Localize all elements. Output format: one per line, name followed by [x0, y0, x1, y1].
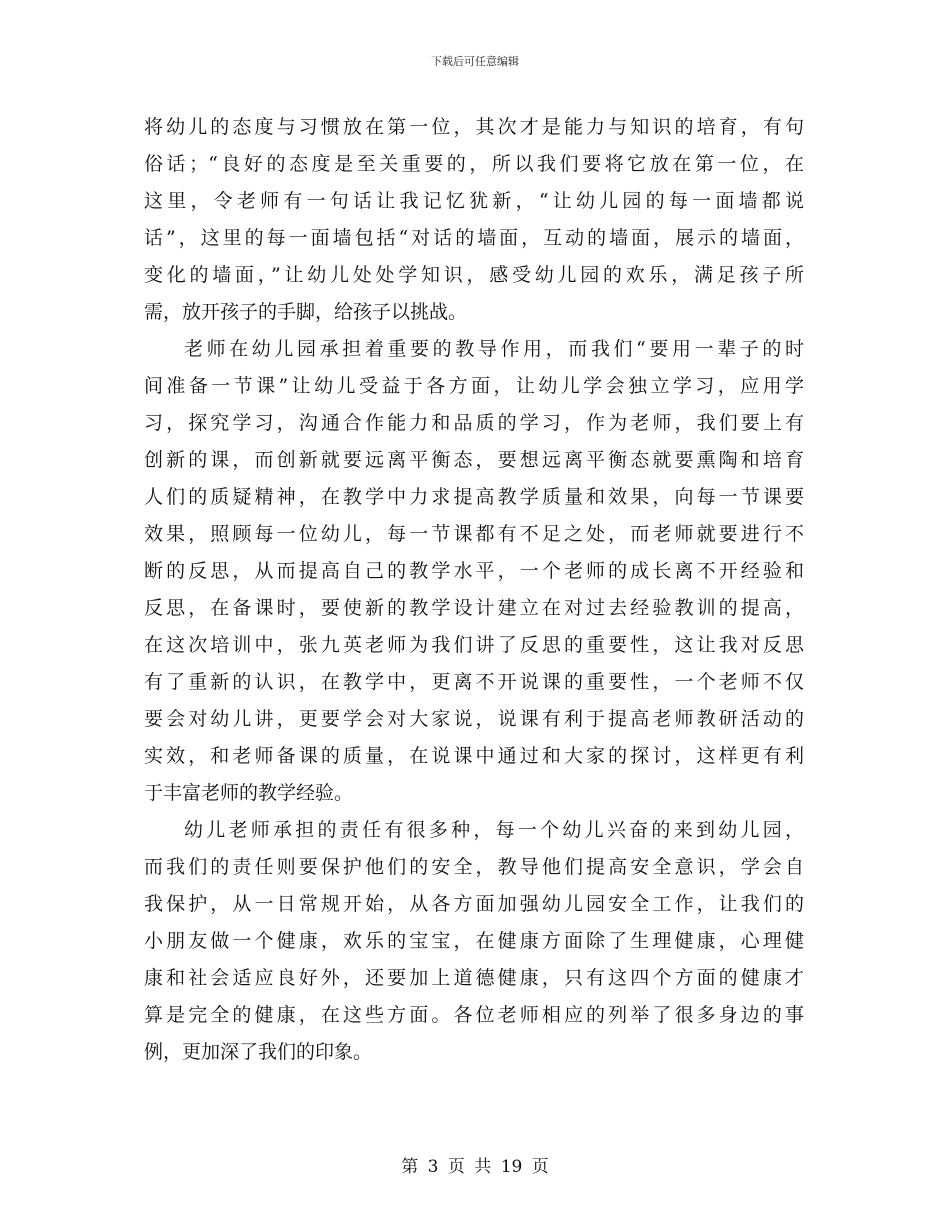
text-line: 话”，这里的每一面墙包括“对话的墙面，互动的墙面，展示的墙面，	[144, 227, 804, 249]
text-line: 在这次培训中，张九英老师为我们讲了反思的重要性，这让我对反思	[144, 634, 804, 656]
text-line: 习，探究学习，沟通合作能力和品质的学习，作为老师，我们要上有	[144, 412, 804, 434]
text-line: 我保护，从一日常规开始，从各方面加强幼儿园安全工作，让我们的	[144, 893, 804, 915]
text-line: 间准备一节课”让幼儿受益于各方面，让幼儿学会独立学习，应用学	[144, 375, 804, 397]
text-line: 变化的墙面，”让幼儿处处学知识，感受幼儿园的欢乐，满足孩子所	[144, 264, 804, 286]
text-line: 创新的课，而创新就要远离平衡态，要想远离平衡态就要熏陶和培育	[144, 449, 804, 471]
text-line: 要会对幼儿讲，更要学会对大家说，说课有利于提高老师教研活动的	[144, 708, 804, 730]
text-line: 需，放开孩子的手脚，给孩子以挑战。	[144, 301, 468, 323]
text-line: 将幼儿的态度与习惯放在第一位，其次才是能力与知识的培育，有句	[144, 116, 804, 138]
text-line: 实效，和老师备课的质量，在说课中通过和大家的探讨，这样更有利	[144, 745, 804, 767]
page-header: 下载后可任意编辑	[431, 55, 519, 68]
paragraph-3	[144, 812, 804, 1071]
text-line: 而我们的责任则要保护他们的安全，教导他们提高安全意识，学会自	[144, 856, 804, 878]
text-line: 效果，照顾每一位幼儿，每一节课都有不足之处，而老师就要进行不	[144, 523, 804, 545]
text-line: 例，更加深了我们的印象。	[144, 1041, 373, 1063]
text-line: 反思，在备课时，要使新的教学设计建立在对过去经验教训的提高，	[144, 597, 804, 619]
text-line: 算是完全的健康，在这些方面。各位老师相应的列举了很多身边的事	[144, 1004, 804, 1026]
text-line: 康和社会适应良好外，还要加上道德健康，只有这四个方面的健康才	[144, 967, 804, 989]
paragraph-2	[144, 331, 804, 812]
paragraph-1	[144, 109, 804, 331]
text-line: 俗话；“良好的态度是至关重要的，所以我们要将它放在第一位，在	[144, 153, 804, 175]
text-line: 老师在幼儿园承担着重要的教导作用，而我们“要用一辈子的时	[184, 338, 804, 360]
text-line: 小朋友做一个健康，欢乐的宝宝，在健康方面除了生理健康，心理健	[144, 930, 804, 952]
document-body	[144, 109, 804, 1071]
text-line: 有了重新的认识，在教学中，更离不开说课的重要性，一个老师不仅	[144, 671, 804, 693]
text-line: 断的反思，从而提高自己的教学水平，一个老师的成长离不开经验和	[144, 560, 804, 582]
text-line: 幼儿老师承担的责任有很多种，每一个幼儿兴奋的来到幼儿园，	[184, 819, 804, 841]
text-line: 于丰富老师的教学经验。	[144, 782, 354, 804]
text-line: 这里，令老师有一句话让我记忆犹新，“让幼儿园的每一面墙都说	[144, 190, 804, 212]
page-number-footer: 第 3 页 共 19 页	[401, 1157, 549, 1177]
text-line: 人们的质疑精神，在教学中力求提高教学质量和效果，向每一节课要	[144, 486, 804, 508]
